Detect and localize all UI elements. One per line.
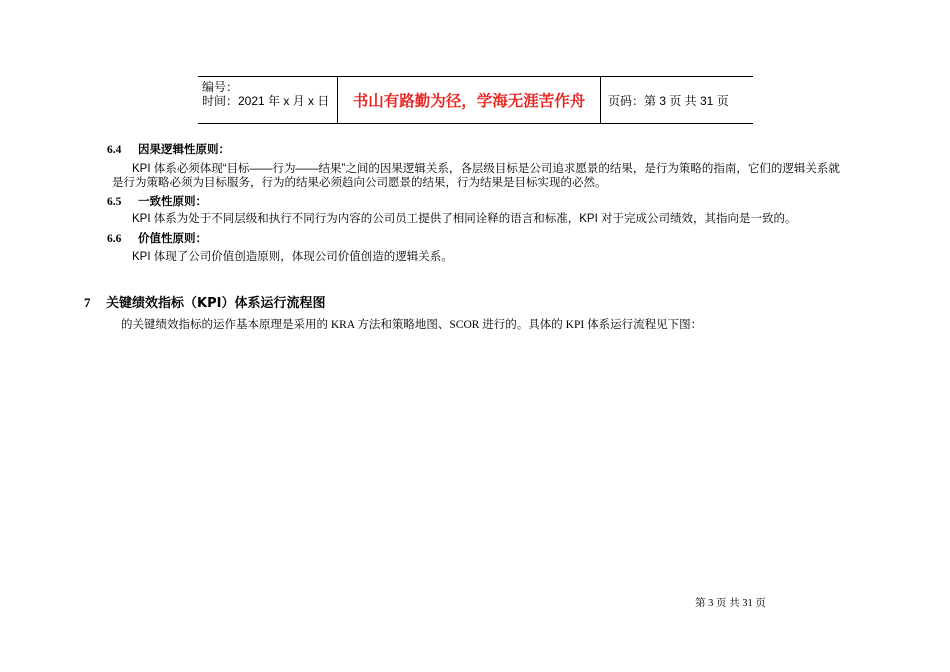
section-6-5-line-1: KPI 体系为处于不同层级和执行不同行为内容的公司员工提供了相同诠释的语言和标准，KPI 对于完成公司绩效，其指向是一致的。 bbox=[132, 213, 797, 225]
section-heading-6-6 bbox=[107, 230, 207, 246]
section-6-6-line-1: KPI 体现了公司价值创造原则，体现公司价值创造的逻辑关系。 bbox=[132, 251, 453, 263]
page-header-table bbox=[198, 76, 753, 124]
section-heading-6-5 bbox=[107, 193, 207, 209]
section-heading-6-4 bbox=[107, 141, 230, 157]
chapter-title: 关键绩效指标（KPI）体系运行流程图 bbox=[106, 296, 326, 311]
page-footer: 第 3 页 共 31 页 bbox=[695, 598, 766, 609]
header-page-code: 页码：第 3 页 共 31 页 bbox=[608, 93, 729, 108]
section-title: 价值性原则： bbox=[138, 231, 207, 245]
section-title: 一致性原则： bbox=[138, 194, 207, 208]
header-motto: 书山有路勤为径，学海无涯苦作舟 bbox=[338, 77, 601, 123]
section-6-4-line-1: KPI 体系必须体现“目标——行为——结果”之间的因果逻辑关系，各层级目标是公司追求愿景的结果，是行为策略的指南，它们的逻辑关系就 bbox=[132, 163, 840, 175]
header-date-label: 时间：2021 年 x 月 x 日 bbox=[202, 94, 330, 108]
section-number: 6.4 bbox=[107, 144, 122, 156]
section-6-4-line-2: 是行为策略必须为目标服务，行为的结果必须趋向公司愿景的结果，行为结果是目标实现的必然。 bbox=[112, 177, 607, 189]
section-title: 因果逻辑性原则： bbox=[138, 142, 230, 156]
header-number-label: 编号： bbox=[202, 80, 239, 94]
chapter-7-heading bbox=[84, 292, 325, 311]
section-number: 6.5 bbox=[107, 196, 122, 208]
chapter-number: 7 bbox=[84, 295, 91, 310]
header-meta-cell bbox=[198, 77, 338, 123]
section-number: 6.6 bbox=[107, 233, 122, 245]
chapter-7-body: 的关键绩效指标的运作基本原理是采用的 KRA 方法和策略地图、SCOR 进行的。具体的 KPI 体系运行流程见下图： bbox=[121, 319, 703, 331]
